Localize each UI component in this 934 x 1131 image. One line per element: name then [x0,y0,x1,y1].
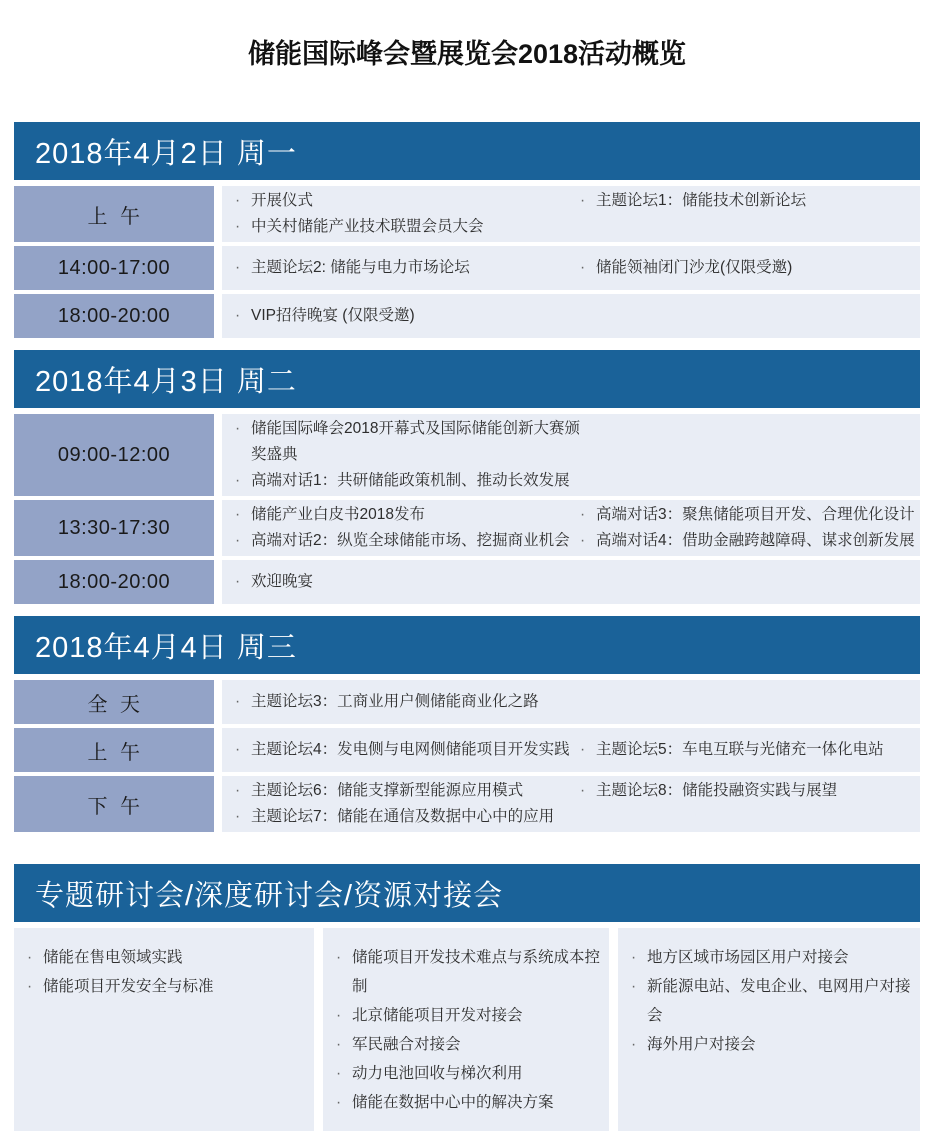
schedule-row [14,414,920,496]
bullet-icon: · [235,192,241,209]
agenda-item [235,737,580,763]
agenda-item [580,528,920,554]
workshop-item-label: 军民融合对接会 [352,1036,461,1053]
event-column-1 [222,188,580,240]
event-column-1 [222,689,580,715]
workshops-column-1 [14,928,314,1131]
agenda-item [235,569,580,595]
day-header: 2018年4月4日 周三 [14,616,920,674]
row-content [222,680,920,724]
agenda-item-label: 主题论坛3：工商业用户侧储能商业化之路 [251,693,539,710]
workshop-item [631,972,914,1030]
workshop-item-label: 储能项目开发安全与标准 [43,978,214,995]
agenda-item-label: VIP招待晚宴 (仅限受邀) [251,307,415,324]
agenda-item [235,416,580,468]
agenda-item [235,188,580,214]
bullet-icon: · [27,978,33,995]
time-slot: 13:30-17:30 [14,500,214,556]
event-column-2 [580,778,920,804]
agenda-item [580,778,920,804]
agenda-item-label: 储能国际峰会2018开幕式及国际储能创新大赛颁奖盛典 [251,420,580,463]
schedule-row [14,776,920,832]
bullet-icon: · [235,693,241,710]
bullet-icon: · [235,532,241,549]
event-column-2 [580,737,920,763]
bullet-icon: · [336,1094,342,1111]
bullet-icon: · [631,949,637,966]
bullet-icon: · [235,218,241,235]
workshop-item-label: 动力电池回收与梯次利用 [352,1065,523,1082]
agenda-item [235,804,580,830]
agenda-item-label: 主题论坛1：储能技术创新论坛 [596,192,807,209]
bullet-icon: · [235,472,241,489]
row-content [222,500,920,556]
day-section-1 [14,122,920,338]
day-header: 2018年4月2日 周一 [14,122,920,180]
agenda-item-label: 开展仪式 [251,192,314,209]
time-slot: 14:00-17:00 [14,246,214,290]
event-column-2 [580,502,920,554]
workshop-item [336,943,603,1001]
workshops-section [14,864,920,1131]
agenda-item [235,255,580,281]
row-content [222,560,920,604]
agenda-item-label: 主题论坛5：车电互联与光储充一体化电站 [596,741,884,758]
time-slot: 18:00-20:00 [14,294,214,338]
time-slot: 18:00-20:00 [14,560,214,604]
workshop-item-label: 北京储能项目开发对接会 [352,1007,523,1024]
row-content [222,776,920,832]
bullet-icon: · [235,506,241,523]
workshop-item [336,1030,603,1059]
workshops-header: 专题研讨会/深度研讨会/资源对接会 [14,864,920,922]
workshops-column-3 [618,928,920,1131]
agenda-item-label: 高端对话3：聚焦储能项目开发、合理优化设计 [596,506,915,523]
bullet-icon: · [631,978,637,995]
bullet-icon: · [580,259,586,276]
day-section-2 [14,350,920,604]
row-content [222,728,920,772]
event-column-1 [222,569,580,595]
schedule-row [14,294,920,338]
bullet-icon: · [235,307,241,324]
schedule-row [14,728,920,772]
bullet-icon: · [235,573,241,590]
agenda-item-label: 高端对话1：共研储能政策机制、推动长效发展 [251,472,570,489]
event-column-1 [222,303,580,329]
bullet-icon: · [336,1007,342,1024]
bullet-icon: · [235,259,241,276]
bullet-icon: · [580,192,586,209]
bullet-icon: · [631,1036,637,1053]
agenda-item-label: 高端对话2：纵览全球储能市场、挖掘商业机会 [251,532,570,549]
bullet-icon: · [235,782,241,799]
agenda-item [235,468,580,494]
time-slot: 09:00-12:00 [14,414,214,496]
row-content [222,414,920,496]
agenda-item-label: 储能产业白皮书2018发布 [251,506,425,523]
time-slot: 全 天 [14,680,214,724]
agenda-item [235,214,580,240]
workshop-item-label: 新能源电站、发电企业、电网用户对接会 [647,978,911,1024]
agenda-item-label: 主题论坛7：储能在通信及数据中心中的应用 [251,808,555,825]
agenda-item [235,502,580,528]
agenda-item [235,778,580,804]
time-slot: 上 午 [14,186,214,242]
row-content [222,246,920,290]
bullet-icon: · [336,949,342,966]
page-title: 储能国际峰会暨展览会2018活动概览 [247,39,687,69]
day-header: 2018年4月3日 周二 [14,350,920,408]
workshop-item [336,1001,603,1030]
workshop-item [336,1059,603,1088]
schedule-row [14,186,920,242]
workshop-item-label: 储能项目开发技术难点与系统成本控制 [352,949,601,995]
workshops-columns [14,928,920,1131]
bullet-icon: · [580,506,586,523]
time-slot: 上 午 [14,728,214,772]
event-column-1 [222,737,580,763]
bullet-icon: · [235,420,241,437]
bullet-icon: · [235,741,241,758]
agenda-item-label: 主题论坛8：储能投融资实践与展望 [596,782,838,799]
bullet-icon: · [336,1036,342,1053]
agenda-item-label: 主题论坛4：发电侧与电网侧储能项目开发实践 [251,741,570,758]
schedule-row [14,560,920,604]
workshop-item [631,1030,914,1059]
bullet-icon: · [580,532,586,549]
workshop-item-label: 储能在售电领域实践 [43,949,183,966]
workshop-item-label: 储能在数据中心中的解决方案 [352,1094,554,1111]
event-column-1 [222,502,580,554]
agenda-item [235,303,580,329]
schedule-sections [14,122,920,832]
agenda-item-label: 主题论坛2: 储能与电力市场论坛 [251,259,470,276]
row-content [222,294,920,338]
bullet-icon: · [580,782,586,799]
agenda-item [580,737,920,763]
bullet-icon: · [27,949,33,966]
event-column-2 [580,188,920,214]
agenda-item [580,255,920,281]
event-column-1 [222,416,580,494]
agenda-item-label: 欢迎晚宴 [251,573,314,590]
bullet-icon: · [580,741,586,758]
agenda-item-label: 储能领袖闭门沙龙(仅限受邀) [596,259,793,276]
agenda-item-label: 中关村储能产业技术联盟会员大会 [251,218,484,235]
agenda-item [580,502,920,528]
agenda-item-label: 主题论坛6：储能支撑新型能源应用模式 [251,782,524,799]
schedule-row [14,500,920,556]
day-section-3 [14,616,920,832]
schedule-row [14,246,920,290]
agenda-item-label: 高端对话4：借助金融跨越障碍、谋求创新发展 [596,532,915,549]
workshop-item [631,943,914,972]
bullet-icon: · [235,808,241,825]
event-column-1 [222,255,580,281]
event-column-2 [580,255,920,281]
workshop-item [27,972,308,1001]
agenda-item [235,528,580,554]
workshop-item-label: 地方区域市场园区用户对接会 [647,949,849,966]
event-column-1 [222,778,580,830]
agenda-item [580,188,920,214]
bullet-icon: · [336,1065,342,1082]
workshop-item [27,943,308,972]
schedule-row [14,680,920,724]
agenda-item [235,689,580,715]
workshop-item-label: 海外用户对接会 [647,1036,756,1053]
workshop-item [336,1088,603,1117]
time-slot: 下 午 [14,776,214,832]
row-content [222,186,920,242]
workshops-column-2 [323,928,609,1131]
